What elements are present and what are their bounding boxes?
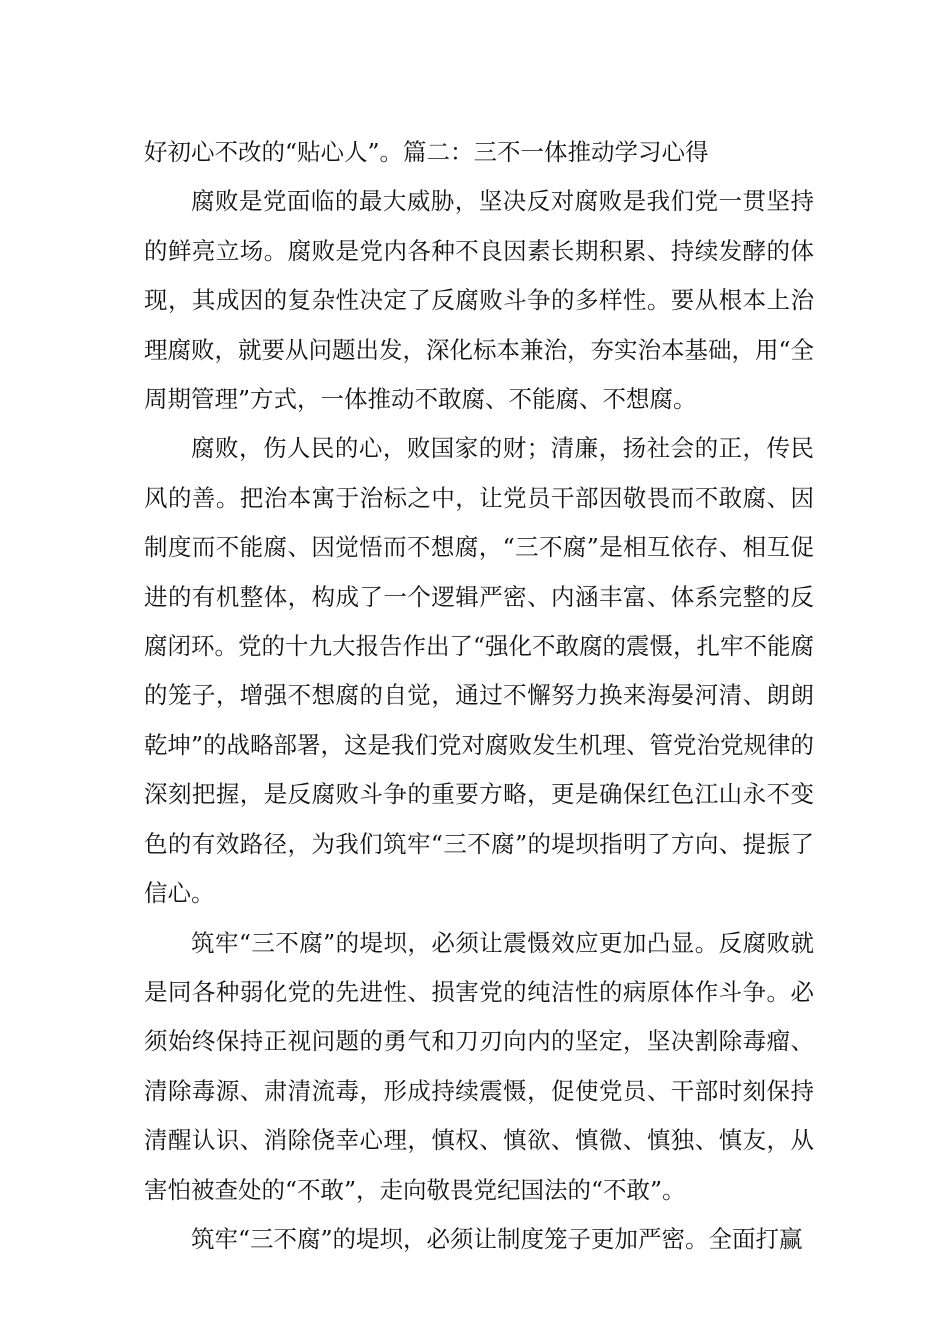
document-body	[144, 128, 814, 1264]
paragraph-1: 好初心不改的“贴心人”。篇二：三不一体推动学习心得	[144, 138, 709, 166]
paragraph-5: 筑牢“三不腐”的堤坝，必须让制度笼子更加严密。全面打赢	[191, 1224, 803, 1253]
paragraph-2: 腐败是党面临的最大威胁，坚决反对腐败是我们党一贯坚持的鲜亮立场。腐败是党内各种不良因素长期积累、持续发酵的体现，其成因的复杂性决定了反腐败斗争的多样性。要从根本上治理腐败，就要从问题出发，深化标本兼治，夯实治本基础，用“全周期管理”方式，一体推动不敢腐、不能腐、不想腐。	[144, 187, 815, 414]
paragraph-3: 腐败，伤人民的心，败国家的财；清廉，扬社会的正，传民风的善。把治本寓于治标之中，让党员干部因敬畏而不敢腐、因制度而不能腐、因觉悟而不想腐，“三不腐”是相互依存、相互促进的有机整体，构成了一个逻辑严密、内涵丰富、体系完整的反腐闭环。党的十九大报告作出了“强化不敢腐的震慑，扎牢不能腐的笼子，增强不想腐的自觉，通过不懈努力换来海晏河清、朗朗乾坤”的战略部署，这是我们党对腐败发生机理、管党治党规律的深刻把握，是反腐败斗争的重要方略，更是确保红色江山永不变色的有效路径，为我们筑牢“三不腐”的堤坝指明了方向、提振了信心。	[144, 434, 815, 908]
paragraph-4: 筑牢“三不腐”的堤坝，必须让震慑效应更加凸显。反腐败就是同各种弱化党的先进性、损害党的纯洁性的病原体作斗争。必须始终保持正视问题的勇气和刀刃向内的坚定，坚决割除毒瘤、清除毒源、肃清流毒，形成持续震慑，促使党员、干部时刻保持清醒认识、消除侥幸心理，慎权、慎欲、慎微、慎独、慎友，从害怕被查处的“不敢”，走向敬畏党纪国法的“不敢”。	[144, 928, 814, 1204]
